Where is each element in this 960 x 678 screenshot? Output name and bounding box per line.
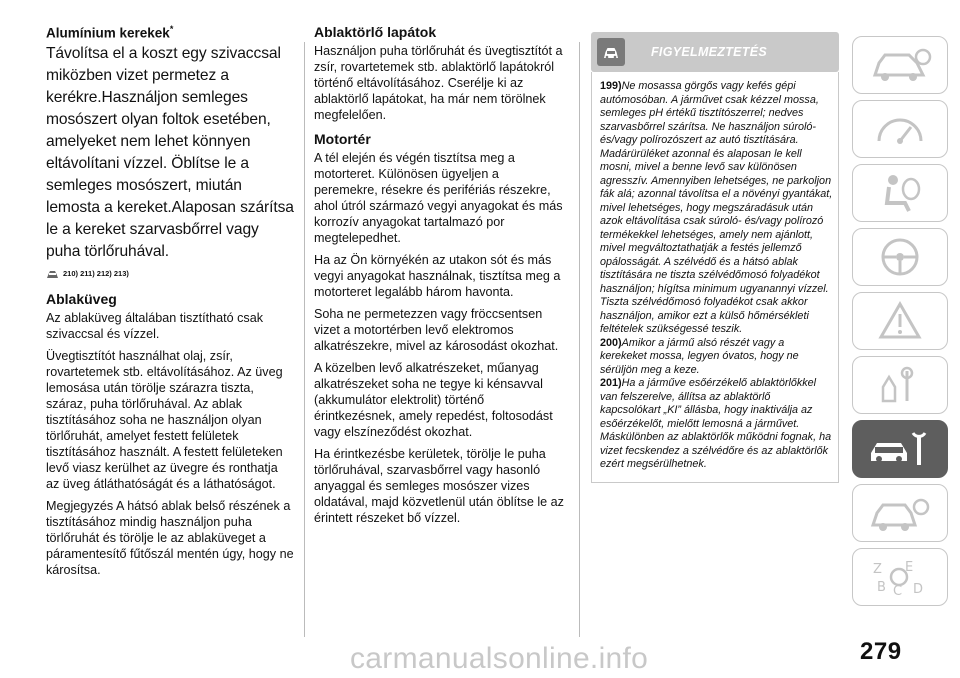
svg-text:E: E xyxy=(905,560,914,575)
warning-panel xyxy=(591,24,839,483)
aluminium-wheels-heading: Alumínium kerekek* xyxy=(46,24,174,41)
paragraph: Ha az Ön környékén az utakon sót és más vegyi anyagokat használnak, tisztítsa meg a motorteret legalább három havonta. xyxy=(314,253,561,299)
paragraph: A tél elején és végén tisztítsa meg a motorteret. Különösen ügyeljen a peremekre, résekre és perifériás részekre, ahol útról származó vegyi anyagokat és más korrozív anyagokat tartalmazó por megtelepedhet. xyxy=(314,151,563,245)
warning-car-icon xyxy=(46,268,59,279)
seat-airbag-icon[interactable] xyxy=(852,164,948,222)
paragraph: Soha ne permetezzen vagy fröccsentsen vizet a motortérben levő elektromos alkatrészekre, mivel az károsodást okozhat. xyxy=(314,307,559,353)
paragraph: Ha érintkezésbe kerületek, törölje le puha törlőruhával, szarvasbőrrel vagy hasonló anyaggal és semleges mosószer vizes oldatával, majd közvetlenül után öblítse le az érintett részeket bő vízzel. xyxy=(314,447,564,525)
warning-car-icon xyxy=(597,38,625,66)
warning-references: 210) 211) 212) 213) xyxy=(46,268,294,279)
warning-item: 201)Ha a járműve esőérzékelő ablaktörlőkkel van felszerelve, állítsa az ablaktörlő kapcsolókart „KI” állásba, hogy inaktiválja az esőérzékelőt, mielőtt lemosná a járművet. Máskülönben az ablaktörlők működni fognak, ha vizet fecskendez a szélvédőre és az ablaktörlők ezért megsérülhetnek. xyxy=(600,377,832,470)
column-middle xyxy=(314,24,566,532)
warning-item: 199)Ne mosassa görgős vagy kefés gépi autómosóban. A járművet csak kézzel mossa, semleges pH értékű tisztítószerrel; nedves szarvasbőrrel szárítsa. Ne használjon súroló- és/vagy polírozószert az autó tisztítására. Madárürüléket azonnal és alaposan le kell mosni, mivel a benne levő sav különösen agresszív. Amennyiben lehetséges, ne parkoljon fák alá; azonnal távolítsa el a növényi gyantákat, mivel lehetséges, hogy megszáradásuk után azok eltávolítása csak súroló- és/vagy polírozó termékekkel lehetséges, amely nem ajánlott, mivel megváltoztathatják a festés jellemző opálosságát. A szélvédő és a hátsó ablak tisztítására ne tiszta szélvédőmosó folyadékot használjon; hígítsa minimum ugyanannyi vízzel. Tiszta szélvédőmosó folyadékot csak akkor használjon, amikor ezt a külső hőmérsékleti feltételek szükségessé teszik. xyxy=(600,80,833,335)
watermark: carmanualsonline.info xyxy=(350,642,649,675)
column-divider xyxy=(304,42,305,637)
warning-item: 200)Amikor a jármű alsó részét vagy a kerekeket mossa, legyen óvatos, hogy ne sérüljön meg a keze. xyxy=(600,336,799,376)
warning-title: FIGYELMEZTETÉS xyxy=(651,45,768,59)
svg-text:Z: Z xyxy=(873,562,882,577)
svg-text:B: B xyxy=(877,580,886,595)
svg-text:D: D xyxy=(913,582,924,597)
warning-triangle-icon[interactable] xyxy=(852,292,948,350)
column-left xyxy=(46,24,294,584)
column-divider xyxy=(579,42,580,637)
technical-data-icon[interactable] xyxy=(852,484,948,542)
wiper-blades-heading: Ablaktörlő lapátok xyxy=(314,24,437,40)
emergency-tools-icon[interactable] xyxy=(852,356,948,414)
paragraph: Üvegtisztítót használhat olaj, zsír, rovartetemek stb. eltávolításához. Az üveg lemosása után törölje szárazra tiszta, száraz, puha törlőruhával. Az ablak tisztításához soha ne használjon olyan törlőruhát, amelyet festett felületek tisztításához használt. A festett felületeken levő viasz kerülhet az üvegre és ronthatja az üveg átláthatóságát és a láthatóságot. xyxy=(46,348,283,491)
paragraph: Az ablaküveg általában tisztítható csak szivaccsal és vízzel. xyxy=(46,310,264,341)
alphabetical-index-icon[interactable] xyxy=(852,548,948,606)
paragraph: Megjegyzés A hátsó ablak belső részének a tisztításához mindig használjon puha törlőruhát és törölje le az ablaküveget a páramentesítő fűtőszál mentén úgy, hogy ne károsítsa. xyxy=(46,498,294,577)
paragraph: A közelben levő alkatrészeket, műanyag alkatrészeket soha ne tegye ki kénsavval (akkumulátor elektrolit) történő érintkezésnek, amely repedést, foltosodást vagy elszíneződést okozhat. xyxy=(314,361,553,439)
car-info-icon[interactable] xyxy=(852,36,948,94)
dashboard-gauge-icon[interactable] xyxy=(852,100,948,158)
aluminium-wheels-text: Távolítsa el a koszt egy szivaccsal miközben vizet permetez a kerékre.Használjon semleges mosószert olyan foltok esetében, amelyeket nem lehet könnyen eltávolítani vízzel. Öblítse le a semleges mosószert, miután lemosta a kereket.Alaposan szárítsa le a kereket szarvasbőrrel vagy puha törlőruhával. xyxy=(46,44,294,260)
engine-bay-heading: Motortér xyxy=(314,131,371,147)
windshield-heading: Ablaküveg xyxy=(46,290,117,307)
warning-body xyxy=(591,72,839,483)
car-wrench-icon[interactable] xyxy=(852,420,948,478)
warning-header xyxy=(591,32,839,72)
paragraph: Használjon puha törlőruhát és üvegtisztítót a zsír, rovartetemek stb. ablaktörlő lapátokról történő eltávolításához. Cserélje ki az ablaktörlő lapátokat, ha már nem törölnek megfelelően. xyxy=(314,44,563,122)
page-number: 279 xyxy=(860,638,902,665)
svg-text:C: C xyxy=(893,584,903,599)
steering-wheel-icon[interactable] xyxy=(852,228,948,286)
